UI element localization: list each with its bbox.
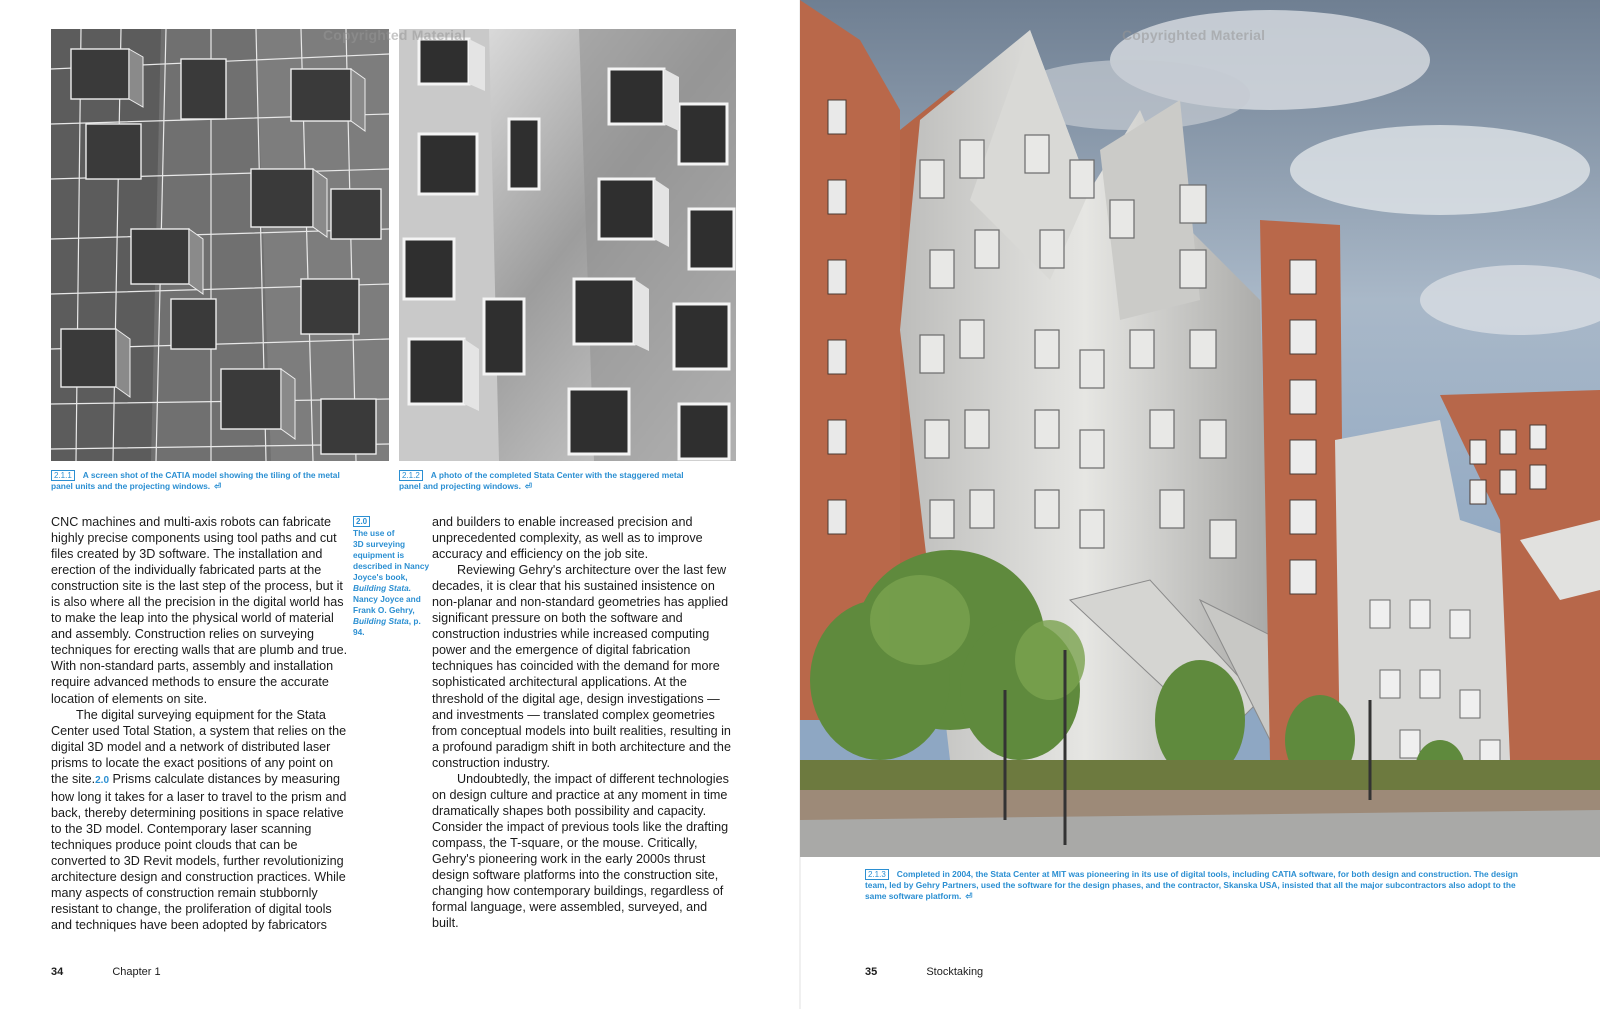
figure-caption-1 [51,470,351,492]
caption-text: Completed in 2004, the Stata Center at MIT was pioneering in its use of digital tools, including CATIA software, for both design and construction. The design team, led by Gehry Partners, used the software for the design phases, and the contractor, Skanska USA, insisted that all the major subcontractors also adopt to the same software platform. [865,869,1518,901]
sidenote-ref: 2.0 [353,516,370,527]
sidenote-book-title: Building Stata [353,616,409,626]
page-number: 35 [865,966,878,978]
paragraph: Reviewing Gehry's architecture over the last few decades, it is clear that his sustained insistence on non-planar and non-standard geometries has applied significant pressure on both the software and construction industries while increased computing power and the emergence of digital fabrication techniques has coincided with the demand for more sophisticated architectural applications. At the threshold of the digital age, design investigations — and investments — translated complex geometries from conceptual models into built realities, resulting in a profound paradigm shift in both architecture and the construction industry. [432,563,731,770]
body-column-2 [432,514,737,931]
sidenote-line: described in Nancy [353,561,430,571]
footer-left [51,966,161,978]
sidenote-book-title: Building Stata. [353,583,412,593]
caption-text: A screen shot of the CATIA model showing the tiling of the metal panel units and the projecting windows. [51,470,340,491]
paragraph-text: The digital surveying equipment for the Stata Center used Total Station, a system that relies on the digital 3D model and a network of distributed laser prisms to locate the exact positions of any point on the site. [51,707,347,786]
sidenote-line: equipment is [353,550,405,560]
sidenote-line: Joyce's book, [353,572,408,582]
return-arrow-icon[interactable]: ⏎ [524,481,532,491]
return-arrow-icon[interactable]: ⏎ [214,481,222,491]
paragraph-text: Prisms calculate distances by measuring how long it takes for a laser to travel to the prism and back, thereby determining positions in space relative to the 3D model. Contemporary laser scanning techniques produce point clouds that can be converted to 3D Revit models, further revolutionizing architecture design and construction practices. While many aspects of construction remain stubbornly resistant to change, the proliferation of digital tools and techniques have been adopted by fabricators [51,771,347,933]
paragraph: CNC machines and multi-axis robots can fabricate highly precise components using tool paths and cut files created by 3D software. The installation and erection of the individually fabricated parts at the construction site is the last step of the process, but it is also where all the precision in the digital world has to make the leap into the physical world of material and assembly. Construction relies on surveying techniques for erecting walls that are plumb and true. With non-standard parts, assembly and installation require advanced methods to ensure the accurate location of elements on site. [51,515,348,706]
running-head: Chapter 1 [112,966,161,978]
figure-number: 2.1.3 [865,869,889,880]
figure-number: 2.1.1 [51,470,75,481]
sidenote-line: 3D surveying [353,539,406,549]
figure-number: 2.1.2 [399,470,423,481]
figure-caption-2 [399,470,699,492]
stata-facade-photo [399,29,736,461]
note-reference-link[interactable]: 2.0 [95,774,110,786]
paragraph: and builders to enable increased precision and unprecedented complexity, as well as to improve accuracy and efficiency on the job site. [432,515,703,562]
stata-center-photo [800,0,1600,857]
return-arrow-icon[interactable]: ⏎ [965,891,973,901]
watermark-left: Copyrighted Material [323,27,467,43]
page-number: 34 [51,966,64,978]
caption-text: A photo of the completed Stata Center with the staggered metal panel and projecting windows. [399,470,684,491]
body-column-1 [51,514,348,933]
sidenote [353,516,433,638]
sidenote-authors: Nancy Joyce and Frank O. Gehry, [353,594,421,615]
sidenote-page: , p. 94. [353,616,421,637]
paragraph: Undoubtedly, the impact of different technologies on design culture and practice at any moment in time dramatically shapes both possibility and capacity. Consider the impact of previous tools like the drafting compass, the T-square, or the mouse. Critically, Gehry's pioneering work in the early 2000s thrust design software platforms into the construction site, changing how contemporary buildings, regardless of formal language, were assembled, surveyed, and built. [432,771,729,931]
footer-right [865,966,983,978]
watermark-right: Copyrighted Material [1122,27,1266,43]
paragraph [51,707,348,934]
running-head: Stocktaking [926,966,984,978]
figure-caption-3 [865,869,1520,902]
catia-model-image [51,29,389,461]
sidenote-line: The use of [353,528,395,538]
